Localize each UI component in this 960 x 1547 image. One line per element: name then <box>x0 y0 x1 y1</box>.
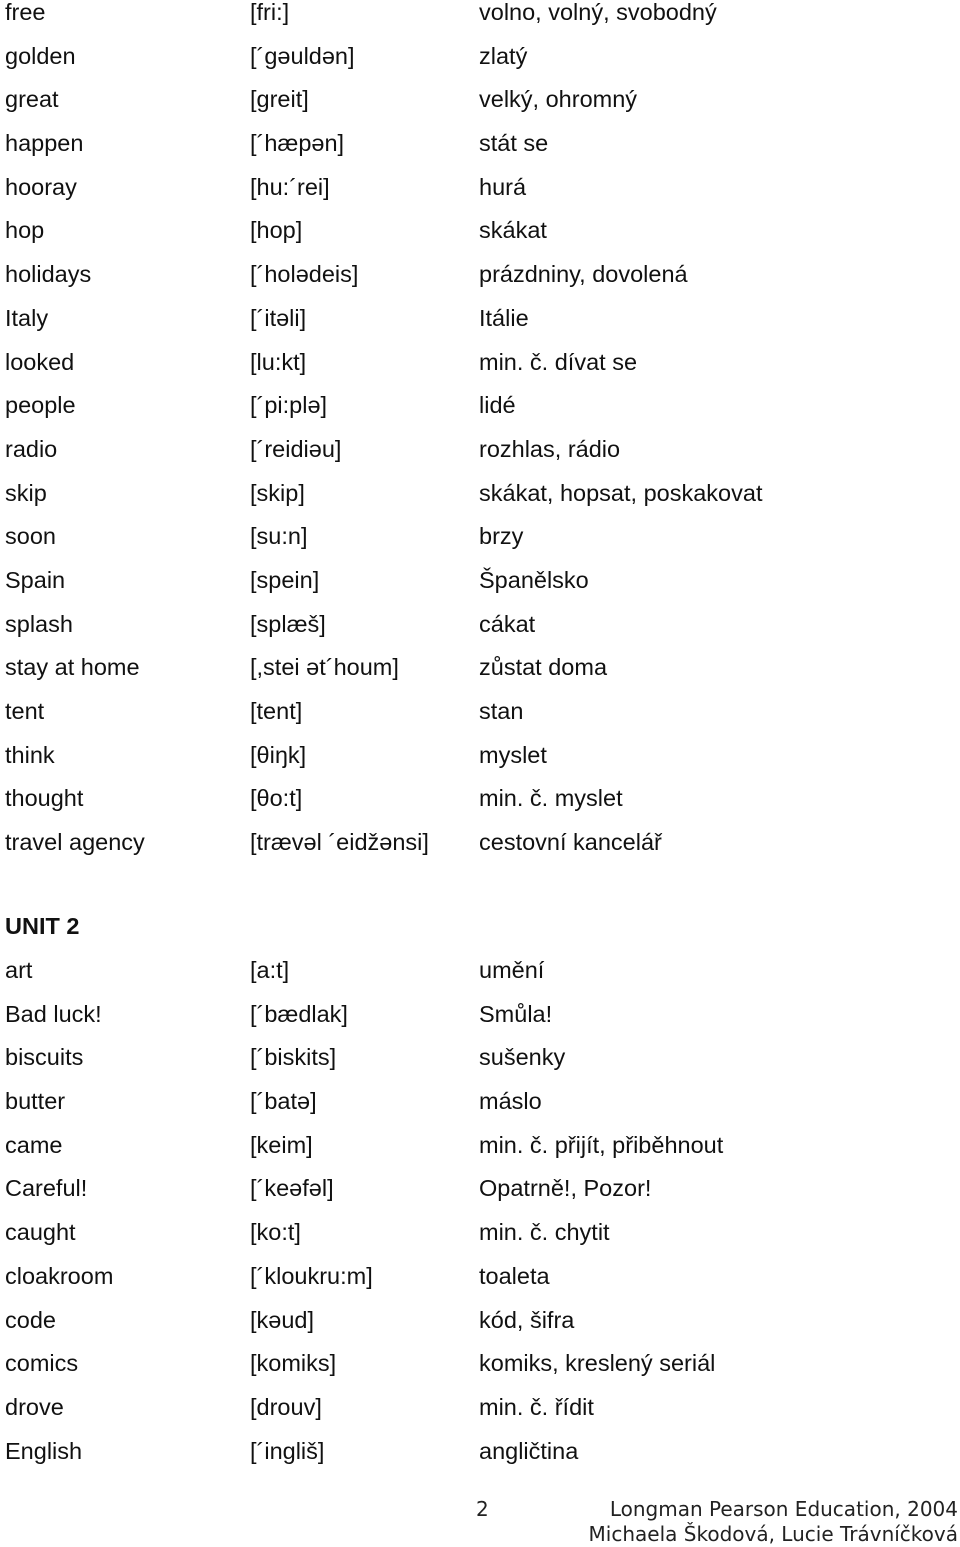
vocab-pronunciation: [su:n] <box>250 523 308 550</box>
vocab-pronunciation: [´gəuldən] <box>250 42 355 69</box>
vocab-word: code <box>5 1306 56 1333</box>
vocab-row <box>5 131 955 175</box>
vocab-pronunciation: [splæš] <box>250 610 326 637</box>
vocab-word: think <box>5 741 55 768</box>
vocab-meaning: sušenky <box>479 1044 566 1071</box>
vocab-meaning: prázdniny, dovolená <box>479 261 688 288</box>
vocab-word: cloakroom <box>5 1262 114 1289</box>
vocab-meaning: min. č. dívat se <box>479 348 638 375</box>
vocab-row <box>5 655 955 699</box>
vocab-pronunciation: [,stei ət´houm] <box>250 654 399 681</box>
vocab-meaning: volno, volný, svobodný <box>479 0 717 25</box>
vocab-row <box>5 350 955 394</box>
vocab-word: tent <box>5 698 45 724</box>
vocab-word: art <box>5 957 33 983</box>
vocab-meaning: min. č. myslet <box>479 785 623 812</box>
vocab-word: thought <box>5 785 84 812</box>
vocab-pronunciation: [fri:] <box>250 0 290 25</box>
vocab-word: Careful! <box>5 1175 88 1202</box>
vocab-meaning: máslo <box>479 1088 542 1115</box>
vocab-pronunciation: [´kloukru:m] <box>250 1262 373 1289</box>
vocab-pronunciation: [´keəfəl] <box>250 1175 334 1202</box>
vocab-pronunciation: [drouv] <box>250 1393 322 1420</box>
vocab-meaning: zlatý <box>479 42 528 69</box>
vocab-row <box>5 1133 955 1177</box>
vocab-pronunciation: [a:t] <box>250 957 290 983</box>
vocab-row <box>5 1439 955 1483</box>
vocab-meaning: umění <box>479 957 545 983</box>
vocab-row <box>5 175 955 219</box>
vocab-row <box>5 218 955 262</box>
vocab-word: skip <box>5 479 47 506</box>
vocab-pronunciation: [hu:´rei] <box>250 173 330 200</box>
vocab-meaning: Španělsko <box>479 566 589 593</box>
vocab-pronunciation: [tent] <box>250 698 303 724</box>
vocab-row <box>5 1308 955 1352</box>
vocab-row <box>5 786 955 830</box>
vocab-meaning: skákat, hopsat, poskakovat <box>479 479 763 506</box>
vocab-meaning: Itálie <box>479 304 529 331</box>
unit1-vocab-list <box>5 0 955 874</box>
authors-credit: Michaela Škodová, Lucie Trávníčková <box>588 1522 958 1546</box>
vocab-meaning: min. č. řídit <box>479 1393 594 1420</box>
vocab-meaning: Opatrně!, Pozor! <box>479 1175 652 1202</box>
vocab-meaning: cestovní kancelář <box>479 829 662 856</box>
vocab-row <box>5 958 955 1002</box>
vocab-meaning: velký, ohromný <box>479 86 638 113</box>
vocab-word: people <box>5 392 76 419</box>
vocab-word: happen <box>5 130 84 157</box>
vocab-row <box>5 481 955 525</box>
vocab-meaning: rozhlas, rádio <box>479 435 621 462</box>
publisher-credit: Longman Pearson Education, 2004 <box>609 1497 958 1521</box>
vocab-word: soon <box>5 523 56 550</box>
vocab-meaning: min. č. přijít, přiběhnout <box>479 1131 724 1158</box>
vocab-pronunciation: [θiŋk] <box>250 741 307 768</box>
vocab-meaning: lidé <box>479 392 516 419</box>
vocab-row <box>5 524 955 568</box>
vocab-pronunciation: [kəud] <box>250 1306 315 1333</box>
vocab-meaning: min. č. chytit <box>479 1219 610 1246</box>
vocab-pronunciation: [greit] <box>250 86 309 113</box>
vocab-row <box>5 1176 955 1220</box>
vocab-word: great <box>5 86 59 113</box>
vocab-pronunciation: [´itəli] <box>250 304 307 331</box>
vocab-row <box>5 44 955 88</box>
vocab-row <box>5 0 955 44</box>
vocab-row <box>5 393 955 437</box>
vocab-word: caught <box>5 1219 76 1246</box>
vocab-pronunciation: [spein] <box>250 566 320 593</box>
vocab-pronunciation: [´biskits] <box>250 1044 337 1071</box>
vocab-row <box>5 1045 955 1089</box>
vocab-meaning: angličtina <box>479 1437 579 1464</box>
vocab-pronunciation: [trævəl ´eidžənsi] <box>250 829 429 856</box>
vocab-pronunciation: [komiks] <box>250 1350 337 1377</box>
vocab-row <box>5 1264 955 1308</box>
vocab-row <box>5 1351 955 1395</box>
vocab-pronunciation: [´holədeis] <box>250 261 359 288</box>
vocab-meaning: Smůla! <box>479 1000 553 1027</box>
vocab-word: stay at home <box>5 654 140 681</box>
vocab-word: Italy <box>5 304 49 331</box>
vocab-row <box>5 699 955 743</box>
vocab-pronunciation: [hop] <box>250 217 303 244</box>
vocab-word: Spain <box>5 566 66 593</box>
vocab-row <box>5 262 955 306</box>
unit2-vocab-list <box>5 958 955 1482</box>
vocab-meaning: stát se <box>479 130 549 157</box>
vocab-row <box>5 1395 955 1439</box>
vocab-row <box>5 437 955 481</box>
vocab-meaning: komiks, kreslený seriál <box>479 1350 716 1377</box>
vocab-word: drove <box>5 1393 64 1420</box>
vocab-pronunciation: [lu:kt] <box>250 348 307 375</box>
vocab-word: travel agency <box>5 829 145 856</box>
vocab-pronunciation: [´hæpən] <box>250 130 345 157</box>
vocab-row <box>5 87 955 131</box>
vocab-row <box>5 830 955 874</box>
vocab-word: looked <box>5 348 75 375</box>
vocab-word: English <box>5 1437 83 1464</box>
vocab-meaning: brzy <box>479 523 524 550</box>
vocab-pronunciation: [θo:t] <box>250 785 303 812</box>
vocab-word: holidays <box>5 261 92 288</box>
vocab-meaning: kód, šifra <box>479 1306 575 1333</box>
vocab-word: free <box>5 0 46 25</box>
vocab-word: splash <box>5 610 73 637</box>
vocab-pronunciation: [´pi:plə] <box>250 392 328 419</box>
vocab-word: radio <box>5 435 58 462</box>
unit-heading: UNIT 2 <box>5 913 80 939</box>
vocab-pronunciation: [´ingliš] <box>250 1437 325 1464</box>
vocab-pronunciation: [ko:t] <box>250 1219 301 1246</box>
vocab-row <box>5 1220 955 1264</box>
page-number: 2 <box>476 1497 489 1521</box>
vocab-pronunciation: [´bædlak] <box>250 1000 348 1027</box>
vocab-meaning: zůstat doma <box>479 654 608 681</box>
vocab-word: golden <box>5 42 76 69</box>
vocab-word: hooray <box>5 173 77 200</box>
vocab-row <box>5 568 955 612</box>
vocab-row <box>5 306 955 350</box>
vocab-meaning: cákat <box>479 610 536 637</box>
vocab-meaning: skákat <box>479 217 547 244</box>
vocab-pronunciation: [´batə] <box>250 1088 317 1115</box>
vocab-row <box>5 1002 955 1046</box>
vocab-pronunciation: [skip] <box>250 479 305 506</box>
vocab-word: biscuits <box>5 1044 84 1071</box>
vocab-word: came <box>5 1131 63 1158</box>
vocab-pronunciation: [keim] <box>250 1131 313 1158</box>
vocab-meaning: hurá <box>479 173 527 200</box>
vocab-word: butter <box>5 1088 66 1115</box>
vocab-meaning: myslet <box>479 741 547 768</box>
vocab-word: Bad luck! <box>5 1000 102 1027</box>
vocab-meaning: toaleta <box>479 1262 550 1289</box>
vocab-row <box>5 612 955 656</box>
vocab-word: comics <box>5 1350 79 1377</box>
vocab-row <box>5 743 955 787</box>
vocab-row <box>5 1089 955 1133</box>
vocab-meaning: stan <box>479 698 524 724</box>
vocab-pronunciation: [´reidiəu] <box>250 435 342 462</box>
vocab-word: hop <box>5 217 45 244</box>
